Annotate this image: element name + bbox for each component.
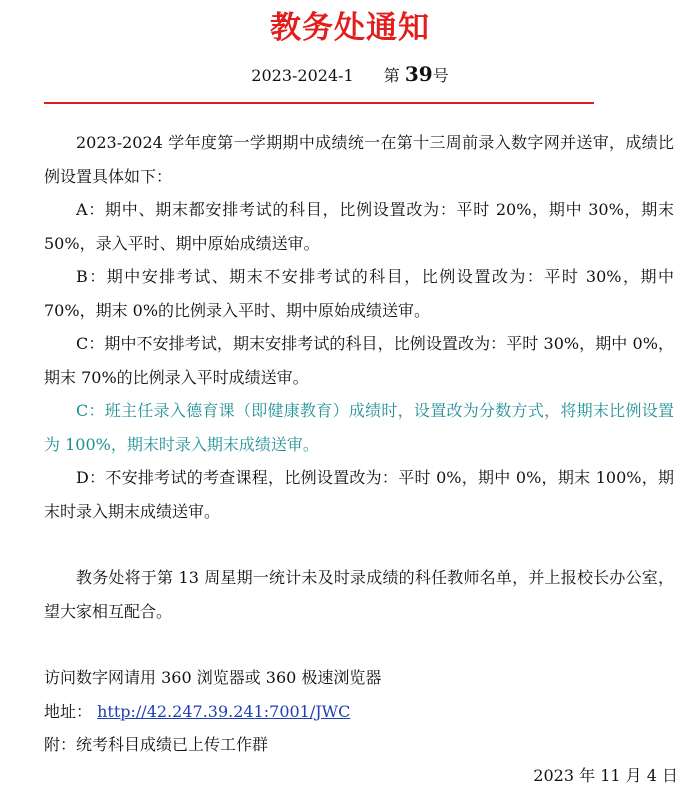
doc-no: 39 — [404, 62, 433, 86]
doc-no-suffix: 号 — [432, 66, 449, 85]
address-line — [44, 695, 674, 729]
doc-no-prefix: 第 — [383, 66, 400, 85]
issue-date: 2023 年 11 月 4 日 — [533, 766, 678, 785]
item-d: D：不安排考试的考查课程，比例设置改为：平时 0%，期中 0%，期末 100%，期末时录入期末成绩送审。 — [44, 468, 674, 521]
spacer — [44, 628, 674, 661]
notice-body — [44, 126, 674, 762]
notice-title: 教务处通知 — [270, 10, 430, 46]
address-link[interactable]: http://42.247.39.241:7001/JWC — [97, 701, 351, 721]
item-b: B：期中安排考试、期末不安排考试的科目，比例设置改为：平时 30%，期中 70%，期末 0%的比例录入平时、期中原始成绩送审。 — [44, 267, 674, 320]
document-number — [0, 62, 700, 86]
browser-note: 访问数字网请用 360 浏览器或 360 极速浏览器 — [44, 668, 382, 687]
address-label: 地址： — [44, 701, 93, 721]
notice-paragraph: 教务处将于第 13 周星期一统计未及时录成绩的科任教师名单，并上报校长办公室，望大家相互配合。 — [44, 568, 674, 621]
item-c-moral-course: C：班主任录入德育课（即健康教育）成绩时，设置改为分数方式，将期末比例设置为 100%，期末时录入期末成绩送审。 — [44, 401, 674, 454]
item-a: A：期中、期末都安排考试的科目，比例设置改为：平时 20%，期中 30%，期末 50%，录入平时、期中原始成绩送审。 — [44, 200, 674, 253]
header-divider — [44, 102, 594, 104]
attachment-note: 附：统考科目成绩已上传工作群 — [44, 735, 269, 754]
spacer — [44, 528, 674, 561]
doc-year: 2023-2024-1 — [251, 66, 354, 85]
item-c: C：期中不安排考试，期末安排考试的科目，比例设置改为：平时 30%，期中 0%，期末 70%的比例录入平时成绩送审。 — [44, 334, 674, 387]
intro-paragraph: 2023-2024 学年度第一学期期中成绩统一在第十三周前录入数字网并送审，成绩比例设置具体如下： — [44, 133, 674, 186]
